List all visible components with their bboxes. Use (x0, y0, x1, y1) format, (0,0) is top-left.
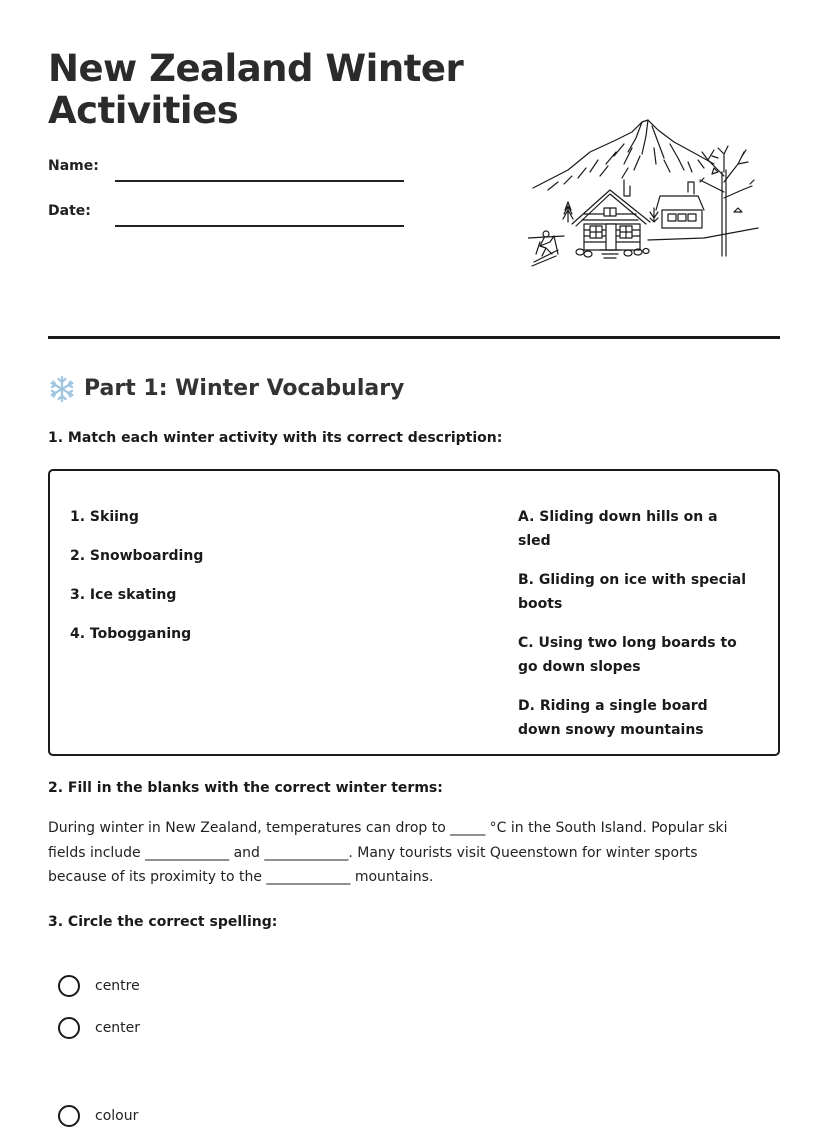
name-write-line (115, 180, 404, 182)
question-1-title: 1. Match each winter activity with its correct description: (48, 430, 503, 446)
activity-item: 4. Tobogganing (70, 626, 192, 642)
spelling-option[interactable] (58, 1016, 140, 1040)
date-field (48, 203, 408, 229)
description-item: B. Gliding on ice with special boots (518, 572, 747, 612)
question-2-title: 2. Fill in the blanks with the correct winter terms: (48, 780, 443, 796)
date-write-line (115, 225, 404, 227)
name-field (48, 158, 408, 184)
radio-circle[interactable] (58, 1017, 80, 1039)
option-label: center (95, 1020, 141, 1036)
option-label: colour (95, 1108, 139, 1124)
name-label: Name: (48, 158, 99, 174)
description-item: C. Using two long boards to go down slopes (518, 635, 737, 675)
section-title-text: Part 1: Winter Vocabulary (84, 376, 405, 401)
section-title-part-1 (48, 373, 404, 405)
activity-item: 2. Snowboarding (70, 548, 204, 564)
option-label: centre (95, 978, 140, 994)
question-3-title: 3. Circle the correct spelling: (48, 914, 278, 930)
description-item: D. Riding a single board down snowy mountains (518, 698, 708, 738)
worksheet-page (48, 0, 780, 1124)
header-divider (48, 336, 780, 339)
description-list (518, 505, 754, 757)
activity-item: 1. Skiing (70, 509, 139, 525)
worksheet-title: New Zealand Winter Activities (48, 47, 464, 132)
matching-box (48, 469, 780, 756)
date-label: Date: (48, 203, 91, 219)
activity-item: 3. Ice skating (70, 587, 177, 603)
radio-circle[interactable] (58, 975, 80, 997)
activity-list (70, 505, 370, 661)
spelling-option[interactable] (58, 1104, 138, 1128)
snowflake-icon (48, 375, 76, 403)
spelling-option[interactable] (58, 974, 140, 998)
fill-in-blanks-paragraph: During winter in New Zealand, temperatures can drop to _____ °C in the South Island. Popular ski fields include ____________ and ____________. Many tourists visit Queenstown for winter sports because of its proximity to the ____________ mountains. (48, 820, 728, 885)
radio-circle[interactable] (58, 1105, 80, 1127)
description-item: A. Sliding down hills on a sled (518, 509, 718, 549)
mountain-cabin-skier-illustration (528, 112, 764, 274)
